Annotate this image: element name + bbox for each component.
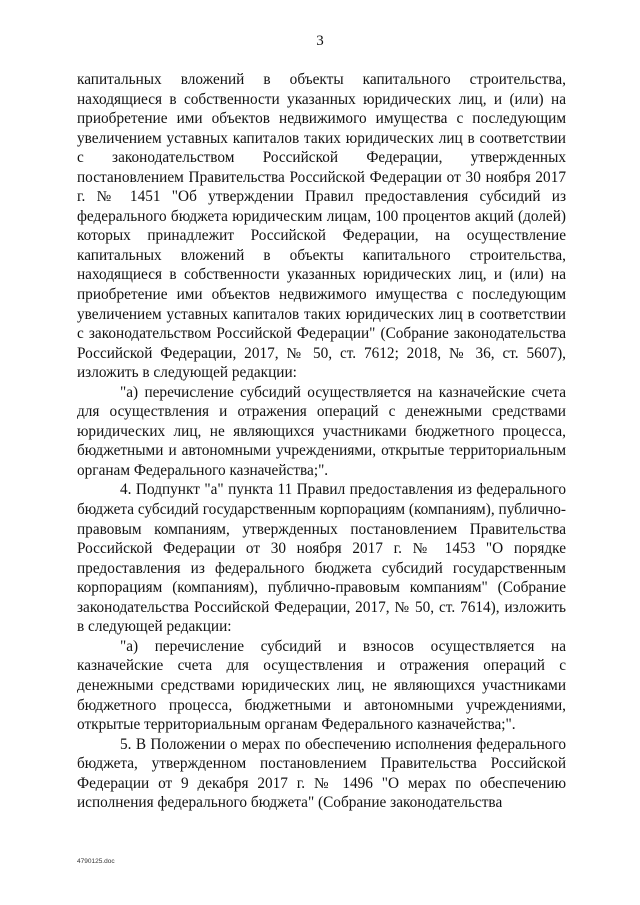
paragraph-item-5: 5. В Положении о мерах по обеспечению исполнения федерального бюджета, утвержденном постановлением Правительства Российской Федерации от 9 декабря 2017 г. № 1496 "О мерах по обеспечению исполнения федерального бюджета" (Собрание законодательства	[77, 735, 566, 812]
paragraph-quote-a-subsidies: "а) перечисление субсидий осуществляется на казначейские счета для осуществления и отражения операций с денежными средствами юридических лиц, не являющихся участниками бюджетного процесса, бюджетными и автономными учреждениями, открытые территориальным органам Федерального казначейства;".	[77, 383, 566, 479]
paragraph-continuation: капитальных вложений в объекты капитального строительства, находящиеся в собственности указанных юридических лиц, и (или) на приобретение ими объектов недвижимого имущества с последующим увеличением уставных капиталов таких юридических лиц в соответствии с законодательством Российской Федерации, утвержденных постановлением Правительства Российской Федерации от 30 ноября 2017 г. № 1451 "Об утверждении Правил предоставления субсидий из федерального бюджета юридическим лицам, 100 процентов акций (долей) которых принадлежит Российской Федерации, на осуществление капитальных вложений в объекты капитального строительства, находящиеся в собственности указанных юридических лиц, и (или) на приобретение ими объектов недвижимого имущества с последующим увеличением уставных капиталов таких юридических лиц в соответствии с законодательством Российской Федерации" (Собрание законодательства Российской Федерации, 2017, № 50, ст. 7612; 2018, № 36, ст. 5607), изложить в следующей редакции:	[77, 71, 566, 382]
page-number: 3	[316, 33, 324, 49]
paragraph-quote-a-subsidies-contributions: "а) перечисление субсидий и взносов осуществляется на казначейские счета для осуществления и отражения операций с денежными средствами юридических лиц, не являющихся участниками бюджетного процесса, бюджетными и автономными учреждениями, открытые территориальным органам Федерального казначейства;".	[77, 637, 566, 734]
document-body	[77, 70, 566, 813]
document-file-code: 4790125.doc	[77, 858, 115, 865]
paragraph-item-4: 4. Подпункт "а" пункта 11 Правил предоставления из федерального бюджета субсидий государственным корпорациям (компаниям), публично-правовым компаниям, утвержденных постановлением Правительства Российской Федерации от 30 ноября 2017 г. № 1453 "О порядке предоставления из федерального бюджета субсидий государственным корпорациям (компаниям), публично-правовым компаниям" (Собрание законодательства Российской Федерации, 2017, № 50, ст. 7614), изложить в следующей редакции:	[77, 481, 566, 636]
